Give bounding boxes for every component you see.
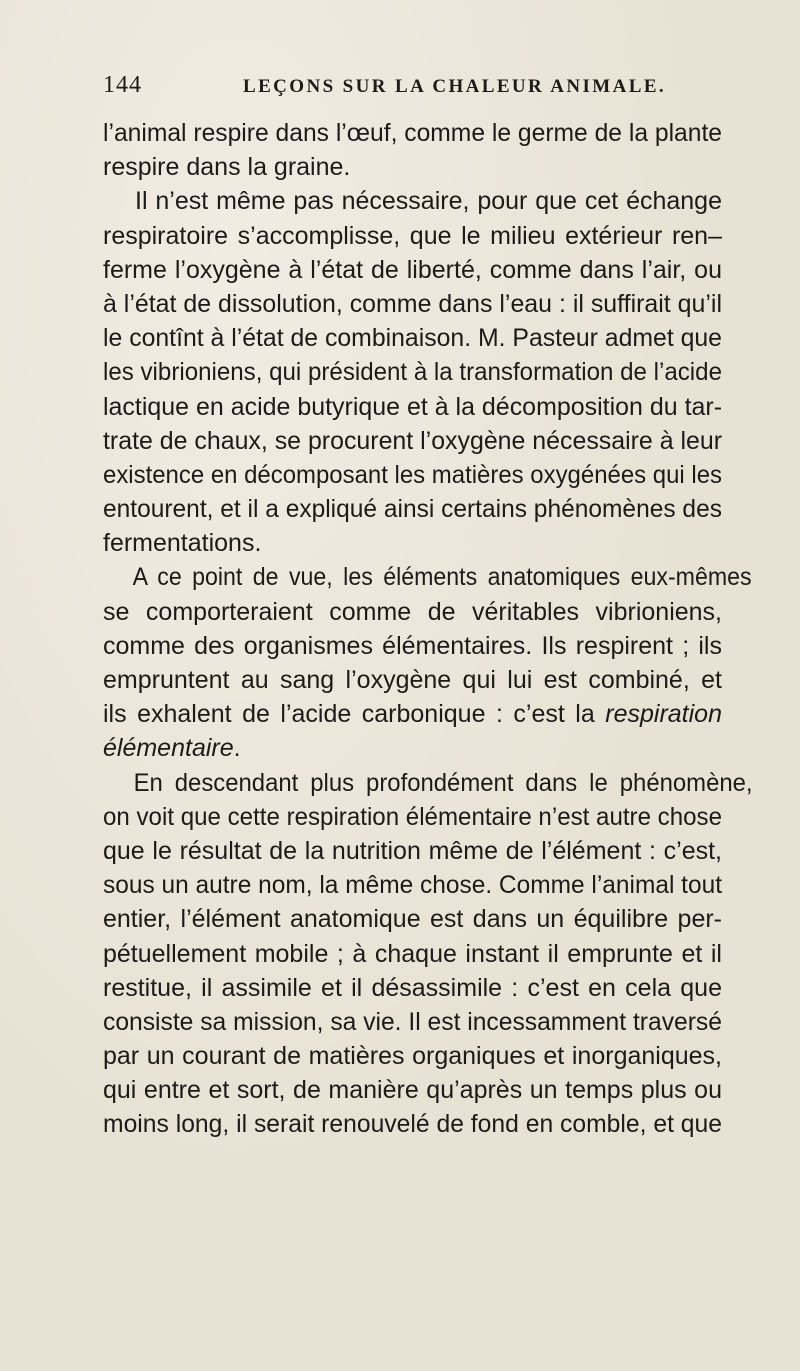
text-line: En descendant plus profondément dans le phénomène, <box>133 768 753 797</box>
text-line: entourent, et il a expliqué ainsi certains phénomènes des <box>103 495 722 524</box>
text-line: moins long, il serait renouvelé de fond en comble, et que <box>103 1110 723 1139</box>
paragraph <box>103 116 722 184</box>
italic-term: élémentaire <box>103 734 234 763</box>
text-line: l’animal respire dans l’œuf, comme le germe de la plante <box>103 119 723 147</box>
paragraph <box>103 560 752 765</box>
text-line: entier, l’élément anatomique est dans un équilibre per- <box>103 905 722 934</box>
text-line: consiste sa mission, sa vie. Il est incessamment traversé <box>103 1007 722 1036</box>
text-line: trate de chaux, se procurent l’oxygène nécessaire à leur <box>103 426 723 455</box>
text-line: lactique en acide butyrique et à la décomposition du tar- <box>103 392 723 421</box>
text-line: à l’état de dissolution, comme dans l’eau : il suffirait qu’il <box>103 289 723 318</box>
running-head <box>103 72 722 112</box>
running-title: LEÇONS SUR LA CHALEUR ANIMALE. <box>243 76 667 97</box>
paragraph <box>103 184 722 560</box>
text-line: sous un autre nom, la même chose. Comme l’animal tout <box>103 871 723 900</box>
text-line: les vibrioniens, qui président à la transformation de l’acide <box>103 358 722 387</box>
text-line: par un courant de matières organiques et inorganiques, <box>103 1042 722 1071</box>
text-line: respiratoire s’accomplisse, que le milieu extérieur ren– <box>103 221 722 250</box>
text-line: le contînt à l’état de combinaison. M. Pasteur admet que <box>103 324 722 353</box>
text-line: fermentations. <box>103 529 262 558</box>
text-line: on voit que cette respiration élémentaire n’est autre chose <box>103 802 722 831</box>
text-line: pétuellement mobile ; à chaque instant il emprunte et il <box>103 939 722 968</box>
text-line: respire dans la graine. <box>103 153 351 182</box>
body-text <box>103 116 753 1142</box>
text-line: se comporteraient comme de véritables vibrioniens, <box>103 597 722 626</box>
text-line: ferme l’oxygène à l’état de liberté, comme dans l’air, ou <box>103 255 722 284</box>
text-line: empruntent au sang l’oxygène qui lui est combiné, et <box>103 666 722 694</box>
text-line-italic <box>103 731 722 765</box>
paragraph <box>103 766 753 1142</box>
text-line: qui entre et sort, de manière qu’après un temps plus ou <box>103 1076 722 1105</box>
text-line: restitue, il assimile et il désassimile : c’est en cela que <box>103 973 722 1002</box>
page-number: 144 <box>103 72 142 98</box>
italic-term: respiration <box>605 700 722 729</box>
text-span: ils exhalent de l’acide carbonique : c’est la <box>103 700 595 729</box>
text-line: Il n’est même pas nécessaire, pour que cet échange <box>135 187 722 216</box>
text-line-with-italic <box>103 697 722 731</box>
text-line: comme des organismes élémentaires. Ils respirent ; ils <box>103 631 722 660</box>
text-line: A ce point de vue, les éléments anatomiques eux-mêmes <box>132 563 752 592</box>
period: . <box>233 734 241 763</box>
text-line: existence en décomposant les matières oxygénées qui les <box>103 460 723 489</box>
text-line: que le résultat de la nutrition même de l’élément : c’est, <box>103 836 722 865</box>
